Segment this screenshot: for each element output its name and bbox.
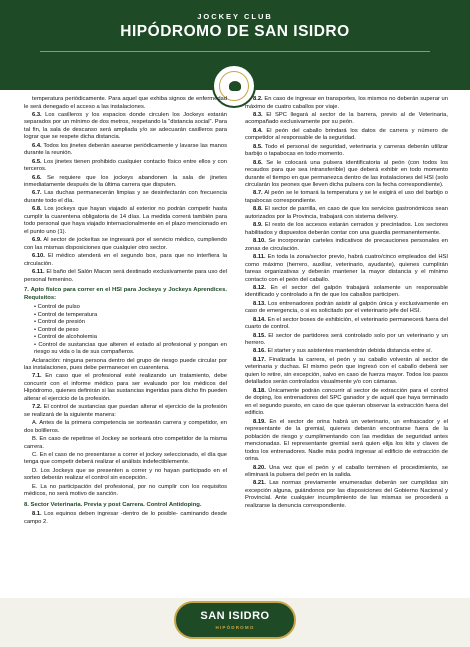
clause-number: 8.20. — [253, 464, 266, 471]
paragraph-text: Las normas previamente enumeradas deberán ser cumplidas sin excepción alguna, guiándonos por las disposiciones del Gobierno Nacional y Provincial. Ante cualquier incumplimiento de las mismas se procederá a realizarse la denuncia correspondiente. — [245, 480, 448, 509]
paragraph-text: temperatura periódicamente. Para aquel que exhiba signos de enfermedad le será denegado el acceso a las instalaciones. — [24, 96, 227, 110]
paragraph-text: D. Los Jockeys que se presenten a correr y no hayan participado en el sorteo deberán realizar el control sin excepción. — [24, 467, 227, 482]
clause-number: 6.6. — [32, 174, 42, 181]
paragraph-text: El starter y sus asistentes mantendrán debida distancia entre sí. — [267, 348, 433, 355]
san-isidro-logo — [174, 601, 296, 639]
list-item: • Control de sustancias que alteren el estado al profesional y pongan en riesgo su vida o la de sus compañeros. — [34, 342, 227, 357]
clause-number: 8.11. — [253, 254, 266, 261]
paragraph-text: Al sector de jockeítas se ingresará por el servicio médico, cumpliendo con las mismas disposiciones que cualquier otro sector. — [24, 237, 227, 251]
paragraph-text: En el sector boxes de exhibición, el veterinario permanecerá fuera del cuarto de control. — [245, 316, 448, 331]
paragraph-text: Aclaración: ninguna persona dentro del grupo de riesgo puede circular por las instalaciones, pues debe permanecer en cuarentena. — [24, 357, 227, 372]
paragraph-text: En caso de ingresar en transportes, los mismos no deberán superar un máximo de cuatro caballos por viaje. — [245, 96, 448, 110]
clause-number: 8.10. — [253, 238, 266, 245]
right-column — [245, 96, 448, 511]
clause-number: 8.13. — [253, 300, 266, 307]
clause-number: 8.6. — [253, 159, 263, 166]
clause-number: 8.14. — [253, 316, 266, 323]
paragraph — [245, 254, 448, 284]
clause-number: 6.4. — [32, 142, 42, 149]
paragraph — [245, 144, 448, 159]
clause-number: 8.4. — [253, 127, 263, 134]
clause-number: 6.5. — [32, 158, 42, 165]
paragraph — [24, 452, 227, 467]
paragraph-text: Los entrenadores podrán asistir al galpón única y exclusivamente en caso de emergencia, o si es solicitado por el veterinario jefe del HSI. — [245, 300, 448, 315]
paragraph-text: Los jinetes tienen prohibido cualquier contacto físico entre ellos y con terceros. — [24, 158, 227, 173]
paragraph — [245, 480, 448, 510]
list-item: • Control de pulso — [34, 304, 227, 312]
paragraph-text: El peón del caballo brindará los datos de carrera y número de competidor al responsable de la seguridad. — [245, 127, 448, 142]
paragraph — [245, 96, 448, 111]
clause-number: 6.10. — [32, 253, 45, 260]
paragraph — [245, 112, 448, 127]
logo-name: SAN ISIDRO — [200, 610, 270, 622]
paragraph — [245, 285, 448, 300]
clause-number: 8.9. — [253, 222, 263, 229]
requirements-list — [24, 304, 227, 357]
paragraph — [245, 222, 448, 237]
paragraph — [24, 420, 227, 435]
paragraph-text: El SPC llegará al sector de la barrera, previo al de Veterinaria, acompañado exclusivamente por su peón. — [245, 111, 448, 126]
paragraph — [24, 358, 227, 373]
list-item: • Control de temperatura — [34, 312, 227, 320]
clause-number: 6.9. — [32, 237, 42, 244]
paragraph-text: C. En el caso de no presentarse a correr el jockey seleccionado, el día que tenga que competir deberá realizar el análisis indefectiblemente. — [24, 451, 227, 466]
paragraph-text: Los equinos deben ingresar -dentro de lo posible- caminando desde campo 2. — [24, 511, 227, 525]
paragraph-text: Se requiere que los jockeys abandonen la sala de jinetes inmediatamente después de la última carrera que disputen. — [24, 174, 227, 189]
header-divider — [40, 51, 430, 52]
paragraph — [24, 175, 227, 190]
paragraph — [245, 348, 448, 356]
paragraph — [24, 436, 227, 451]
clause-number: 8.21. — [253, 480, 266, 487]
list-item: • Control de alcoholemia — [34, 334, 227, 342]
clause-number: 6.3. — [32, 111, 42, 118]
paragraph-text: El sector de parrilla, en caso de que los servicios gastronómicos sean autorizados por la Provincia, trabajará con sistema delivery. — [245, 206, 448, 220]
paragraph — [24, 96, 227, 111]
paragraph — [24, 511, 227, 526]
clause-number: 7.1. — [32, 373, 42, 380]
clause-number: 8.1. — [32, 511, 42, 518]
paragraph — [245, 160, 448, 190]
paragraph — [245, 128, 448, 143]
paragraph-text: El sector de partidores será controlado solo por un veterinario y un herrero. — [245, 332, 448, 347]
paragraph — [24, 484, 227, 499]
list-item: • Control de presión — [34, 319, 227, 327]
clause-number: 7.2. — [32, 404, 42, 411]
paragraph-text: Los casilleros y los espacios donde circulen los Jockeys estarán separados por un mínimo de dos metros, respetando la “distancia social”. Para tal fin, la sala de descanso será ampliada y/o se adecuarán casilleros para lograr que se respete dicha distancia. — [24, 111, 227, 141]
clause-number: 8.2. — [253, 96, 263, 102]
paragraph-text: En el sector del galpón trabajará solamente un responsable identificado y controlado a fin de que los caballos participen. — [245, 284, 448, 299]
section-heading: 7. Apto físico para correr en el HSI para Jockeys y Jockeys Aprendices. Requisitos: — [24, 287, 227, 301]
header-club: JOCKEY CLUB — [197, 12, 273, 21]
paragraph — [245, 357, 448, 387]
paragraph-text: El médico atenderá en el segundo box, para que no interfiera la circulación. — [24, 253, 227, 267]
clause-number: 6.8. — [32, 206, 42, 213]
list-item: • Control de peso — [34, 327, 227, 335]
paragraph-text: Únicamente podrán concurrir al sector de extracción para el control de doping, los entrenadores del SPC ganador y de aquél que haya terminado en el segundo puesto, en caso de que quieran observar la extracción fuera del edificio. — [245, 387, 448, 417]
paragraph-text: En caso que el profesional esté realizando un tratamiento, debe concurrir con el informe médico para ser evaluado por los médicos del Hipódromo, quienes definirán si las sustancias ingeridas para dicho fin pueden alterar el ejercicio de la profesión. — [24, 373, 227, 402]
paragraph — [245, 419, 448, 464]
paragraph — [24, 206, 227, 236]
paragraph — [24, 143, 227, 158]
clause-number: 8.17. — [253, 356, 266, 363]
paragraph — [245, 190, 448, 205]
clause-number: 8.3. — [253, 111, 263, 118]
paragraph-text: Al peón se le tomará la temperatura y se le exigirá el uso del barbijo o tapabocas correspondiente. — [245, 190, 448, 204]
paragraph — [24, 237, 227, 252]
paragraph — [245, 317, 448, 332]
document-body — [24, 96, 448, 586]
paragraph — [245, 238, 448, 253]
paragraph-text: E. La no participación del profesional, por no cumplir con los requisitos médicos, no será motivo de sanción. — [24, 483, 227, 498]
paragraph-text: Todo el personal de seguridad, veterinaria y carreras deberán utilizar barbijo o tapabocas en todo momento. — [245, 143, 448, 158]
paragraph-text: A. Antes de la primera competencia se sortearán carrera y competidor, en dos bolilleros. — [24, 420, 227, 434]
paragraph-text: Se le colocará una pulsera identificatoria al peón (con todos los recaudos para que sea intransferible) que deberá exhibir en todo momento durante el tiempo en que permanezca dentro de las instalaciones del HSI (solo circularán los peones que lleven dicha pulsera con la fecha correspondiente). — [245, 159, 448, 189]
paragraph-text: Una vez que el peón y el caballo terminen el procedimiento, se eliminará la pulsera del peón en la salida. — [245, 464, 448, 479]
paragraph-text: En el sector de orina habrá un veterinario, un enfrascador y el representante de la gremial, quienes deberán encontrarse fuera de la población de riesgo y cumplimentando con las medidas de seguridad antes mencionadas. El representante gremial será quien elija los kits y claves de todos los entrenadores. Nadie más podrá ingresar al edificio de extracción de orina. — [245, 418, 448, 463]
section-heading: 8. Sector Veterinaria. Previa y post Carrera. Control Antidoping. — [24, 501, 202, 508]
paragraph-text: Todos los jinetes deberán asearse periódicamente y lavarse las manos durante la reunión. — [24, 142, 227, 157]
clause-number: 8.5. — [253, 143, 263, 150]
paragraph — [245, 388, 448, 418]
paragraph — [245, 206, 448, 221]
clause-number: 8.8. — [253, 206, 263, 213]
paragraph — [24, 253, 227, 268]
logo-subtitle: HIPÓDROMO — [215, 625, 255, 630]
paragraph-text: B. En caso de repetirse el Jockey se sorteará otro competidor de la misma carrera. — [24, 436, 227, 450]
clause-number: 8.16. — [253, 348, 266, 355]
clause-number: 8.7. — [253, 190, 263, 197]
paragraph-text: Los jockeys que hayan viajado al exterior no podrán competir hasta cumplir la cuarentena obligatoria de 14 días. La medida correrá también para todo personal que haya viajado internacionalmente en el plazo mencionado en el punto uno (1). — [24, 206, 227, 235]
clause-number: 8.18. — [253, 387, 266, 394]
paragraph-text: Se incorporarán carteles indicativos de precauciones personales en zonas de circulación. — [245, 238, 448, 252]
clause-number: 6.7. — [32, 190, 42, 197]
paragraph — [24, 159, 227, 174]
clause-number: 8.19. — [253, 418, 266, 425]
paragraph — [24, 404, 227, 419]
clause-number: 6.11. — [32, 269, 45, 276]
clause-number: 8.15. — [253, 332, 266, 339]
paragraph-text: Las duchas permanecerán limpias y se desinfectarán con frecuencia durante todo el día. — [24, 190, 227, 204]
paragraph-text: Finalizada la carrera, el peón y su caballo volverán al sector de veterinaria y duchas. El mismo peón que ingresó con el caballo deberá ser quien lo retire, sin excepción, salvo en caso de fuerza mayor. Todos los pasos detallados serán controlados visualmente y/o con cámaras. — [245, 356, 448, 386]
paragraph — [245, 333, 448, 348]
paragraph — [24, 468, 227, 483]
paragraph — [245, 301, 448, 316]
paragraph-text: El control de sustancias que puedan alterar el ejercicio de la profesión se realizará de la siguiente manera: — [24, 404, 227, 418]
paragraph — [245, 465, 448, 480]
paragraph-text: El resto de los accesos estarán cerrados y precintados. Los sectores habilitados y dispuestos deberán contar con una guardia permanentemente. — [245, 222, 448, 236]
paragraph-text: El baño del Salón Macon será destinado exclusivamente para uso del personal femenino. — [24, 269, 227, 283]
paragraph — [24, 112, 227, 142]
paragraph-text: En toda la zona/sector previo, habrá cuatro/cinco empleados del HSI como máximo (herrero, auxiliar, veterinario, ayudante), quienes cumplirán tareas organizativas y deberán mantener la mayor distancia y el mínimo contacto con el peón del caballo. — [245, 254, 448, 283]
clause-number: 8.12. — [253, 284, 266, 291]
left-column — [24, 96, 227, 527]
header-title: HIPÓDROMO DE SAN ISIDRO — [120, 23, 350, 40]
paragraph — [24, 269, 227, 284]
paragraph — [24, 373, 227, 403]
paragraph — [24, 190, 227, 205]
